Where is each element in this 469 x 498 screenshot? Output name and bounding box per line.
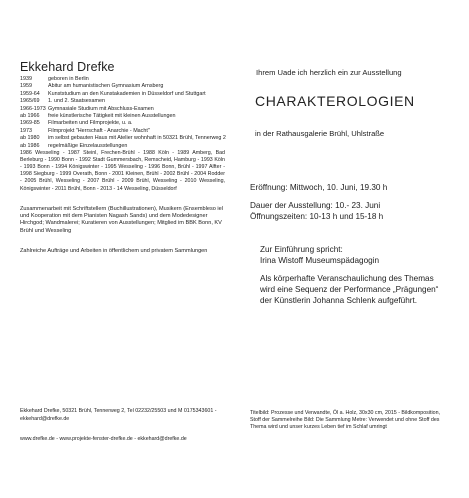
invitation-column xyxy=(250,68,450,306)
bio-text: Filmprojekt "Herrschaft - Anarchie - Macht" xyxy=(48,127,150,134)
commissions-text: Zahlreiche Aufträge und Arbeiten in öffentlichem und privatem Sammlungen xyxy=(20,248,208,255)
collaboration-text: Zusammenarbeit mit Schriftstellern (Buchillustrationen), Musikern (Ensembleso iel und Kooperation mit dem Pianisten Nagash Sands) und dem Modedesigner Hirchgod; Wandmalerei; Kuratieren von Ausstellungen; Mitglied im BBK Bonn, KV Brühl und Wesseling xyxy=(20,205,224,234)
bio-year: 1973 xyxy=(20,127,32,134)
bio-row xyxy=(20,106,230,113)
bio-row xyxy=(20,128,230,135)
bio-text: im selbst gebauten Haus mit Atelier wohnhaft in 50321 Brühl, Tennerweg 2 xyxy=(48,135,226,142)
bio-row xyxy=(20,143,230,150)
bio-text: geboren in Berlin xyxy=(48,76,89,82)
bio-year: ab 1980 xyxy=(20,135,40,142)
bio-text: Filmarbeiten und Filmprojekte, u. a. xyxy=(48,120,133,127)
performance-text: Als körperhafte Veranschaulichung des Themas wird eine Sequenz der Performance „Prägungen“ der Künstlerin Johanna Schlenk aufgeführt. xyxy=(260,274,439,305)
bio-text: regelmäßige Einzelausstellungen xyxy=(48,142,128,149)
introduction-block xyxy=(250,244,450,306)
bio-text: Gymnasiale Studium mit Abschluss-Examen xyxy=(48,105,154,112)
exhibition-title: CHARAKTEROLOGIEN xyxy=(255,93,415,109)
contact-footer xyxy=(20,407,230,443)
website-text: www.drefke.de - www.projekte-fenster-drefke.de - ekkehard@drefke.de xyxy=(20,436,187,442)
bio-year: 1965/69 xyxy=(20,98,40,105)
bio-year: 1966-1973 xyxy=(20,105,46,112)
bio-year: 1959-64 xyxy=(20,90,40,97)
introduction-heading: Zur Einführung spricht: xyxy=(260,245,343,254)
credits-footer: Titelbild: Prozesse und Verwandte, Öl a. Holz, 30x30 cm, 2015 - Bildkomposition, Stoff der Sammelreihe Bild: Die Sammlung Metre: Verwendet und ohne Stoff des Thema wird und unser kurzes Leben tief im Schlaf umringt xyxy=(250,410,440,430)
bio-year: ab 1986 xyxy=(20,142,40,149)
bio-row xyxy=(20,76,230,83)
bio-year: 1939 xyxy=(20,76,32,82)
bio-row xyxy=(20,135,230,142)
opening-text: Eröffnung: Mittwoch, 10. Juni, 19.30 h xyxy=(250,183,388,192)
bio-row xyxy=(20,113,230,120)
bio-text: Abitur am humanistischen Gymnasium Arnsberg xyxy=(48,83,164,90)
hours-text: Öffnungszeiten: 10-13 h und 15-18 h xyxy=(250,212,384,221)
bio-text: freie künstlerische Tätigkeit mit kleinen Ausstellungen xyxy=(48,113,176,120)
bio-year: ab 1966 xyxy=(20,113,40,120)
contact-text: Ekkehard Drefke, 50321 Brühl, Tennerweg 2, Tel 02232/25503 und M 0175343601 - ekkehard@drefke.de xyxy=(20,408,217,422)
bio-row xyxy=(20,120,230,127)
bio-row xyxy=(20,98,230,105)
exhibition-list: 1986 Wesseling - 1987 Steinl, Frechen-Brühl - 1988 Köln - 1989 Amberg, Bad Berleburg - 1990 Bonn - 1992 Stadt Gummersbach, Remscheid, Hamburg - 1993 Köln - 1993 Bonn - 1994 Königswinter - 1995 Wesseling - 1996 Bonn, Brühl - 1997 Alfter - 1998 Siegburg - 1999 Overath, Bonn - 2001 Kleinen, Brühl - 2002 Brühl - 2004 Rodder - 2005 Brühl, Wesseling - 2007 Brühl - 2009 Brühl, Wesseling - 2010 Wesseling, Königswinter - 2011 Brühl, Bonn - 2013 - 14 Wesseling, Düsseldorf xyxy=(20,150,225,192)
bio-year: 1959 xyxy=(20,83,32,90)
bio-year: 1969-85 xyxy=(20,120,40,127)
bio-row xyxy=(20,83,230,90)
bio-list xyxy=(20,76,230,150)
duration-text: Dauer der Ausstellung: 10.- 23. Juni xyxy=(250,201,381,210)
speaker-text: Irina Wistoff Museumspädagogin xyxy=(260,256,380,265)
bio-text: 1. und 2. Staatsexamen xyxy=(48,98,105,105)
artist-name: Ekkehard Drefke xyxy=(20,60,115,74)
bio-row xyxy=(20,91,230,98)
venue-text: in der Rathausgalerie Brühl, Uhlstraße xyxy=(255,129,385,138)
invitation-intro: Ihrem Uade ich herzlich ein zur Ausstellung xyxy=(256,68,402,77)
bio-text: Kunststudium an den Kunstakademien in Düsseldorf und Stuttgart xyxy=(48,90,206,97)
artist-column xyxy=(20,60,230,256)
